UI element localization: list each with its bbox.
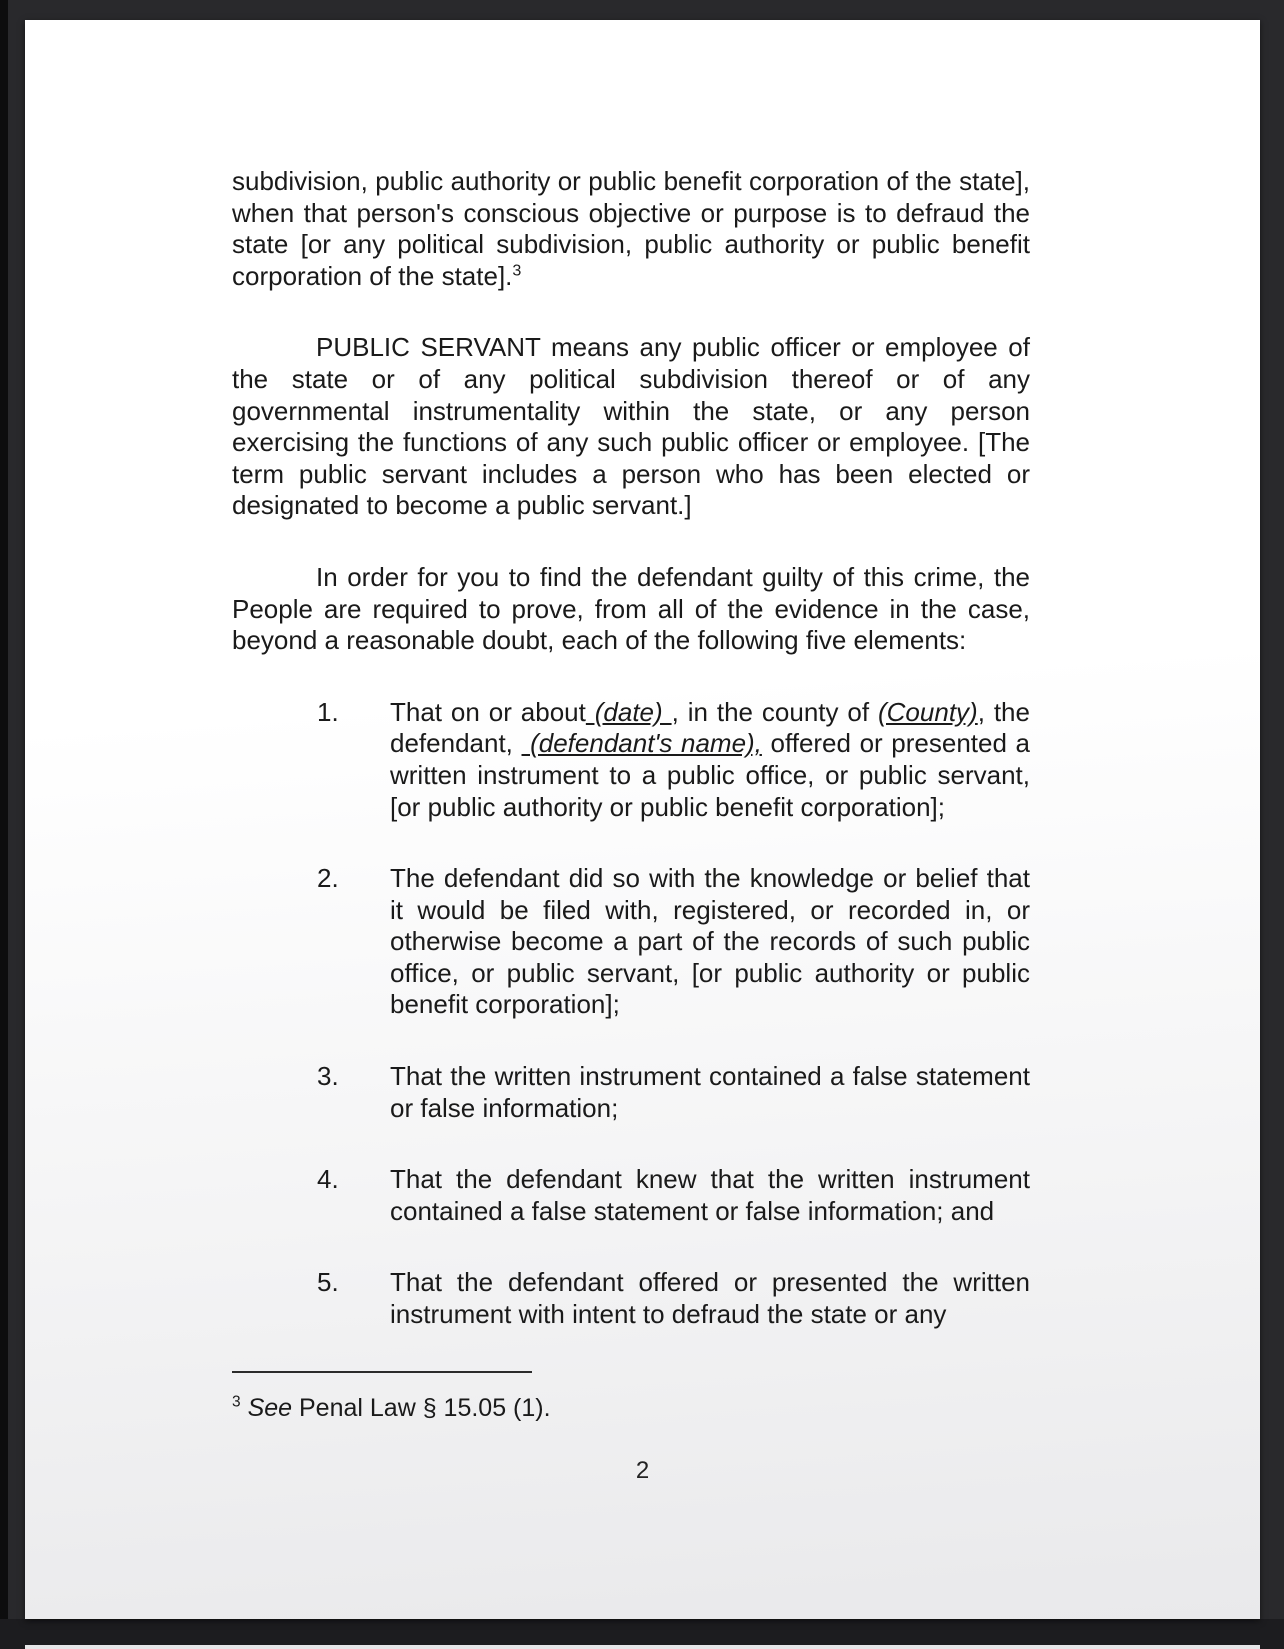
element-text: That the defendant offered or presented the written instrument with intent to defraud the state or any: [390, 1267, 1030, 1330]
element-item-5: [232, 1267, 1030, 1330]
element-number: 5.: [317, 1267, 339, 1298]
element-text: That the defendant knew that the written instrument contained a false statement or false information; and: [390, 1164, 1030, 1226]
element-text: That the written instrument contained a false statement or false information;: [390, 1061, 1030, 1123]
element-number: 2.: [317, 863, 339, 894]
element-item-4: [232, 1164, 1030, 1227]
element-item-2: [232, 863, 1030, 1021]
paragraph-subdivision: [232, 166, 1030, 292]
footnote-reference-3: 3: [512, 261, 522, 280]
footnote: [232, 1393, 1030, 1425]
footnote-separator: [232, 1371, 532, 1373]
document-page[interactable]: [25, 20, 1260, 1619]
paragraph-elements-intro: [232, 562, 1030, 657]
window-left-edge: [0, 0, 8, 1649]
element-number: 3.: [317, 1061, 339, 1092]
element-item-3: [232, 1061, 1030, 1124]
county-placeholder: (County): [878, 696, 978, 727]
element-number: 1.: [317, 696, 339, 727]
defendant-name-placeholder: (defendant's name),: [521, 728, 762, 759]
element-text-run: offered or presented a written instrument to a public office, or public servant, [or public authority or public benefit corporation];: [390, 728, 1030, 822]
paragraph-public-servant-definition: [232, 332, 1030, 522]
paragraph-text: PUBLIC SERVANT means any public officer or employee of the state or of any political subdivision thereof or of any governmental instrumentality within the state, or any person exercising the functions of any such public officer or employee. [The term public servant includes a person who has been elected or designated to become a public servant.]: [232, 332, 1030, 521]
paragraph-text: In order for you to find the defendant guilty of this crime, the People are required to prove, from all of the evidence in the case, beyond a reasonable doubt, each of the following five elements:: [232, 561, 1030, 656]
footnote-text: Penal Law § 15.05 (1).: [292, 1393, 551, 1422]
element-item-1: [232, 697, 1030, 823]
element-text-run: , in the county of: [671, 696, 878, 727]
footnote-see: See: [240, 1393, 293, 1422]
footnote-marker: 3: [232, 1393, 241, 1411]
element-number: 4.: [317, 1164, 339, 1195]
paragraph-text: subdivision, public authority or public benefit corporation of the state], when that person's conscious objective or purpose is to defraud the state [or any political subdivision, public authority or public benefit corporation of the state].: [232, 166, 1030, 291]
date-placeholder: (date): [585, 696, 672, 727]
next-page-top-edge: [25, 1645, 1260, 1649]
element-text-run: , the defendant,: [390, 696, 1030, 759]
element-text: The defendant did so with the knowledge or belief that it would be filed with, registered, or recorded in, or otherwise become a part of the records of such public office, or public servant, [or public authority or public benefit corporation];: [390, 863, 1030, 1020]
page-number: 2: [635, 1457, 650, 1484]
element-text-run: That on or about: [390, 696, 586, 727]
element-text: [390, 697, 1030, 823]
